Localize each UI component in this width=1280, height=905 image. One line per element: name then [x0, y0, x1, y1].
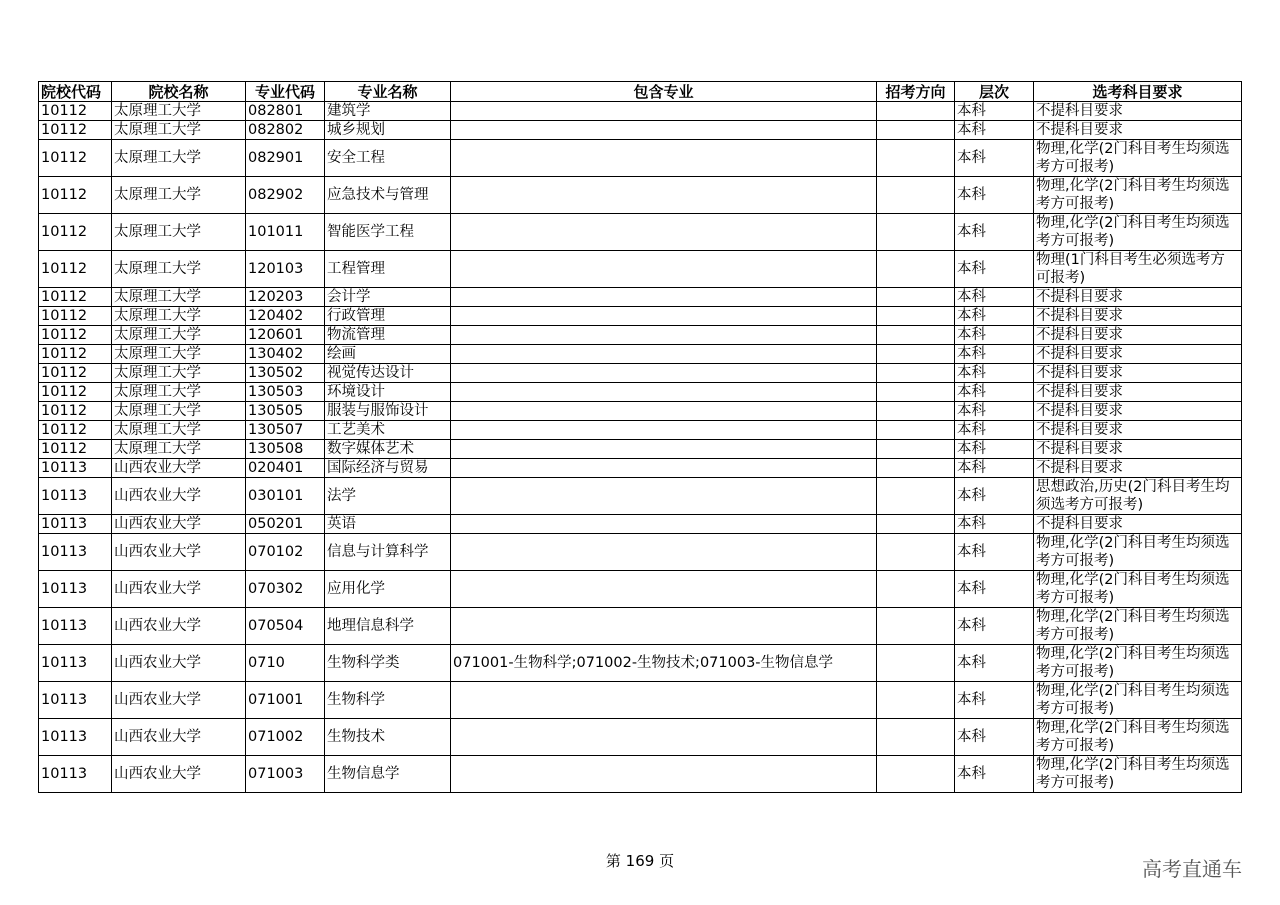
subject-requirement-cell: 物理(1门科目考生必须选考方可报考): [1034, 251, 1242, 288]
school-name-cell: 山西农业大学: [112, 719, 246, 756]
direction-cell: [877, 459, 955, 478]
page-number: 第 169 页: [605, 852, 675, 870]
direction-cell: [877, 140, 955, 177]
level-cell: 本科: [955, 288, 1034, 307]
school-name-cell: 山西农业大学: [112, 682, 246, 719]
included-majors-cell: [451, 478, 877, 515]
major-code-cell: 130502: [246, 364, 325, 383]
table-header-row: [39, 82, 1242, 102]
table-row: [39, 682, 1242, 719]
major-name-cell: 信息与计算科学: [325, 534, 451, 571]
included-majors-cell: [451, 307, 877, 326]
direction-cell: [877, 364, 955, 383]
included-majors-cell: [451, 214, 877, 251]
level-cell: 本科: [955, 645, 1034, 682]
school-code-cell: 10113: [39, 682, 112, 719]
included-majors-cell: [451, 102, 877, 121]
included-majors-cell: [451, 440, 877, 459]
header-school-code: 院校代码: [39, 82, 112, 102]
direction-cell: [877, 440, 955, 459]
major-name-cell: 服装与服饰设计: [325, 402, 451, 421]
table-row: [39, 645, 1242, 682]
school-name-cell: 太原理工大学: [112, 440, 246, 459]
level-cell: 本科: [955, 364, 1034, 383]
school-name-cell: 太原理工大学: [112, 102, 246, 121]
major-name-cell: 国际经济与贸易: [325, 459, 451, 478]
direction-cell: [877, 515, 955, 534]
included-majors-cell: [451, 459, 877, 478]
level-cell: 本科: [955, 402, 1034, 421]
subject-requirement-cell: 不提科目要求: [1034, 421, 1242, 440]
school-name-cell: 太原理工大学: [112, 214, 246, 251]
table-row: [39, 571, 1242, 608]
major-name-cell: 生物科学: [325, 682, 451, 719]
school-name-cell: 太原理工大学: [112, 177, 246, 214]
school-code-cell: 10113: [39, 645, 112, 682]
major-name-cell: 智能医学工程: [325, 214, 451, 251]
subject-requirement-cell: 物理,化学(2门科目考生均须选考方可报考): [1034, 177, 1242, 214]
direction-cell: [877, 645, 955, 682]
table-row: [39, 307, 1242, 326]
major-name-cell: 视觉传达设计: [325, 364, 451, 383]
major-name-cell: 会计学: [325, 288, 451, 307]
school-name-cell: 山西农业大学: [112, 534, 246, 571]
level-cell: 本科: [955, 421, 1034, 440]
level-cell: 本科: [955, 682, 1034, 719]
major-code-cell: 071003: [246, 756, 325, 793]
level-cell: 本科: [955, 719, 1034, 756]
table-row: [39, 251, 1242, 288]
subject-requirement-cell: 物理,化学(2门科目考生均须选考方可报考): [1034, 534, 1242, 571]
included-majors-cell: [451, 682, 877, 719]
school-name-cell: 太原理工大学: [112, 326, 246, 345]
header-direction: 招考方向: [877, 82, 955, 102]
major-code-cell: 020401: [246, 459, 325, 478]
subject-requirement-cell: 物理,化学(2门科目考生均须选考方可报考): [1034, 571, 1242, 608]
level-cell: 本科: [955, 478, 1034, 515]
level-cell: 本科: [955, 608, 1034, 645]
table-row: [39, 515, 1242, 534]
subject-requirement-cell: 物理,化学(2门科目考生均须选考方可报考): [1034, 682, 1242, 719]
major-name-cell: 环境设计: [325, 383, 451, 402]
school-name-cell: 山西农业大学: [112, 608, 246, 645]
subject-requirement-cell: 不提科目要求: [1034, 345, 1242, 364]
level-cell: 本科: [955, 251, 1034, 288]
major-name-cell: 工程管理: [325, 251, 451, 288]
subject-requirement-cell: 物理,化学(2门科目考生均须选考方可报考): [1034, 140, 1242, 177]
major-code-cell: 120103: [246, 251, 325, 288]
included-majors-cell: [451, 571, 877, 608]
school-name-cell: 太原理工大学: [112, 307, 246, 326]
major-code-cell: 130402: [246, 345, 325, 364]
subject-requirement-cell: 不提科目要求: [1034, 326, 1242, 345]
table-row: [39, 478, 1242, 515]
level-cell: 本科: [955, 459, 1034, 478]
table-row: [39, 421, 1242, 440]
school-code-cell: 10113: [39, 459, 112, 478]
major-code-cell: 130503: [246, 383, 325, 402]
included-majors-cell: [451, 534, 877, 571]
major-name-cell: 建筑学: [325, 102, 451, 121]
direction-cell: [877, 214, 955, 251]
included-majors-cell: [451, 421, 877, 440]
major-code-cell: 0710: [246, 645, 325, 682]
subject-requirement-cell: 不提科目要求: [1034, 383, 1242, 402]
major-code-cell: 082901: [246, 140, 325, 177]
school-name-cell: 太原理工大学: [112, 421, 246, 440]
school-name-cell: 山西农业大学: [112, 515, 246, 534]
direction-cell: [877, 478, 955, 515]
table-row: [39, 756, 1242, 793]
major-code-cell: 120601: [246, 326, 325, 345]
level-cell: 本科: [955, 177, 1034, 214]
direction-cell: [877, 571, 955, 608]
subject-requirement-cell: 不提科目要求: [1034, 307, 1242, 326]
subject-requirement-cell: 不提科目要求: [1034, 515, 1242, 534]
table-row: [39, 440, 1242, 459]
table-row: [39, 402, 1242, 421]
subject-requirement-cell: 不提科目要求: [1034, 364, 1242, 383]
direction-cell: [877, 421, 955, 440]
table-row: [39, 719, 1242, 756]
included-majors-cell: [451, 251, 877, 288]
school-code-cell: 10113: [39, 515, 112, 534]
included-majors-cell: [451, 608, 877, 645]
direction-cell: [877, 383, 955, 402]
major-code-cell: 130508: [246, 440, 325, 459]
school-code-cell: 10112: [39, 102, 112, 121]
major-code-cell: 130505: [246, 402, 325, 421]
subject-requirement-cell: 不提科目要求: [1034, 459, 1242, 478]
major-code-cell: 070302: [246, 571, 325, 608]
subject-requirement-cell: 不提科目要求: [1034, 402, 1242, 421]
included-majors-cell: [451, 719, 877, 756]
major-code-cell: 120402: [246, 307, 325, 326]
major-name-cell: 英语: [325, 515, 451, 534]
included-majors-cell: [451, 140, 877, 177]
table-row: [39, 608, 1242, 645]
school-code-cell: 10113: [39, 571, 112, 608]
level-cell: 本科: [955, 326, 1034, 345]
direction-cell: [877, 288, 955, 307]
level-cell: 本科: [955, 756, 1034, 793]
direction-cell: [877, 682, 955, 719]
major-name-cell: 安全工程: [325, 140, 451, 177]
direction-cell: [877, 402, 955, 421]
included-majors-cell: [451, 756, 877, 793]
major-name-cell: 数字媒体艺术: [325, 440, 451, 459]
major-name-cell: 生物科学类: [325, 645, 451, 682]
major-name-cell: 工艺美术: [325, 421, 451, 440]
table-row: [39, 534, 1242, 571]
major-name-cell: 行政管理: [325, 307, 451, 326]
major-code-cell: 070102: [246, 534, 325, 571]
level-cell: 本科: [955, 515, 1034, 534]
school-name-cell: 太原理工大学: [112, 251, 246, 288]
school-name-cell: 太原理工大学: [112, 402, 246, 421]
school-code-cell: 10112: [39, 383, 112, 402]
school-name-cell: 太原理工大学: [112, 345, 246, 364]
direction-cell: [877, 326, 955, 345]
major-name-cell: 应用化学: [325, 571, 451, 608]
major-code-cell: 130507: [246, 421, 325, 440]
school-code-cell: 10113: [39, 478, 112, 515]
school-name-cell: 山西农业大学: [112, 571, 246, 608]
major-name-cell: 城乡规划: [325, 121, 451, 140]
school-code-cell: 10113: [39, 756, 112, 793]
school-code-cell: 10113: [39, 719, 112, 756]
watermark-text: 高考直通车: [1142, 857, 1242, 881]
direction-cell: [877, 251, 955, 288]
included-majors-cell: [451, 288, 877, 307]
level-cell: 本科: [955, 307, 1034, 326]
subject-requirement-cell: 不提科目要求: [1034, 121, 1242, 140]
level-cell: 本科: [955, 121, 1034, 140]
school-code-cell: 10112: [39, 326, 112, 345]
major-name-cell: 应急技术与管理: [325, 177, 451, 214]
major-name-cell: 物流管理: [325, 326, 451, 345]
major-code-cell: 082801: [246, 102, 325, 121]
included-majors-cell: [451, 515, 877, 534]
included-majors-cell: [451, 402, 877, 421]
school-code-cell: 10112: [39, 440, 112, 459]
table-body: [39, 102, 1242, 793]
school-code-cell: 10113: [39, 608, 112, 645]
major-code-cell: 071002: [246, 719, 325, 756]
direction-cell: [877, 608, 955, 645]
table-row: [39, 383, 1242, 402]
major-code-cell: 050201: [246, 515, 325, 534]
header-level: 层次: [955, 82, 1034, 102]
table-row: [39, 364, 1242, 383]
included-majors-cell: [451, 326, 877, 345]
level-cell: 本科: [955, 345, 1034, 364]
school-code-cell: 10112: [39, 288, 112, 307]
major-code-cell: 082902: [246, 177, 325, 214]
major-name-cell: 绘画: [325, 345, 451, 364]
level-cell: 本科: [955, 383, 1034, 402]
included-majors-cell: [451, 383, 877, 402]
subject-requirement-cell: 物理,化学(2门科目考生均须选考方可报考): [1034, 608, 1242, 645]
major-code-cell: 101011: [246, 214, 325, 251]
header-subject-requirement: 选考科目要求: [1034, 82, 1242, 102]
header-major-code: 专业代码: [246, 82, 325, 102]
major-code-cell: 082802: [246, 121, 325, 140]
direction-cell: [877, 534, 955, 571]
subject-requirement-cell: 物理,化学(2门科目考生均须选考方可报考): [1034, 214, 1242, 251]
school-code-cell: 10112: [39, 345, 112, 364]
subject-requirement-cell: 物理,化学(2门科目考生均须选考方可报考): [1034, 756, 1242, 793]
included-majors-cell: [451, 364, 877, 383]
subject-requirement-cell: 不提科目要求: [1034, 288, 1242, 307]
direction-cell: [877, 345, 955, 364]
school-name-cell: 山西农业大学: [112, 645, 246, 682]
header-major-name: 专业名称: [325, 82, 451, 102]
major-code-cell: 071001: [246, 682, 325, 719]
school-name-cell: 太原理工大学: [112, 121, 246, 140]
table-row: [39, 140, 1242, 177]
subject-requirement-cell: 物理,化学(2门科目考生均须选考方可报考): [1034, 645, 1242, 682]
level-cell: 本科: [955, 102, 1034, 121]
subject-requirement-cell: 思想政治,历史(2门科目考生均须选考方可报考): [1034, 478, 1242, 515]
direction-cell: [877, 307, 955, 326]
subject-requirement-cell: 物理,化学(2门科目考生均须选考方可报考): [1034, 719, 1242, 756]
school-name-cell: 山西农业大学: [112, 756, 246, 793]
table-row: [39, 121, 1242, 140]
table-row: [39, 288, 1242, 307]
table-row: [39, 326, 1242, 345]
table-row: [39, 459, 1242, 478]
direction-cell: [877, 121, 955, 140]
school-code-cell: 10112: [39, 121, 112, 140]
header-included-majors: 包含专业: [451, 82, 877, 102]
level-cell: 本科: [955, 571, 1034, 608]
included-majors-cell: 071001-生物科学;071002-生物技术;071003-生物信息学: [451, 645, 877, 682]
major-name-cell: 生物技术: [325, 719, 451, 756]
major-code-cell: 070504: [246, 608, 325, 645]
table-row: [39, 345, 1242, 364]
direction-cell: [877, 756, 955, 793]
major-name-cell: 法学: [325, 478, 451, 515]
school-code-cell: 10112: [39, 364, 112, 383]
school-name-cell: 山西农业大学: [112, 478, 246, 515]
level-cell: 本科: [955, 534, 1034, 571]
table-row: [39, 177, 1242, 214]
school-code-cell: 10112: [39, 402, 112, 421]
level-cell: 本科: [955, 214, 1034, 251]
school-code-cell: 10112: [39, 177, 112, 214]
admission-table: [38, 81, 1242, 793]
level-cell: 本科: [955, 440, 1034, 459]
school-name-cell: 山西农业大学: [112, 459, 246, 478]
table-row: [39, 102, 1242, 121]
direction-cell: [877, 177, 955, 214]
school-name-cell: 太原理工大学: [112, 383, 246, 402]
major-name-cell: 生物信息学: [325, 756, 451, 793]
school-name-cell: 太原理工大学: [112, 140, 246, 177]
school-code-cell: 10112: [39, 140, 112, 177]
direction-cell: [877, 102, 955, 121]
school-name-cell: 太原理工大学: [112, 364, 246, 383]
school-name-cell: 太原理工大学: [112, 288, 246, 307]
included-majors-cell: [451, 121, 877, 140]
major-code-cell: 120203: [246, 288, 325, 307]
school-code-cell: 10112: [39, 421, 112, 440]
table-row: [39, 214, 1242, 251]
school-code-cell: 10112: [39, 307, 112, 326]
subject-requirement-cell: 不提科目要求: [1034, 440, 1242, 459]
header-school-name: 院校名称: [112, 82, 246, 102]
level-cell: 本科: [955, 140, 1034, 177]
school-code-cell: 10112: [39, 214, 112, 251]
included-majors-cell: [451, 177, 877, 214]
major-name-cell: 地理信息科学: [325, 608, 451, 645]
direction-cell: [877, 719, 955, 756]
school-code-cell: 10112: [39, 251, 112, 288]
subject-requirement-cell: 不提科目要求: [1034, 102, 1242, 121]
school-code-cell: 10113: [39, 534, 112, 571]
included-majors-cell: [451, 345, 877, 364]
major-code-cell: 030101: [246, 478, 325, 515]
